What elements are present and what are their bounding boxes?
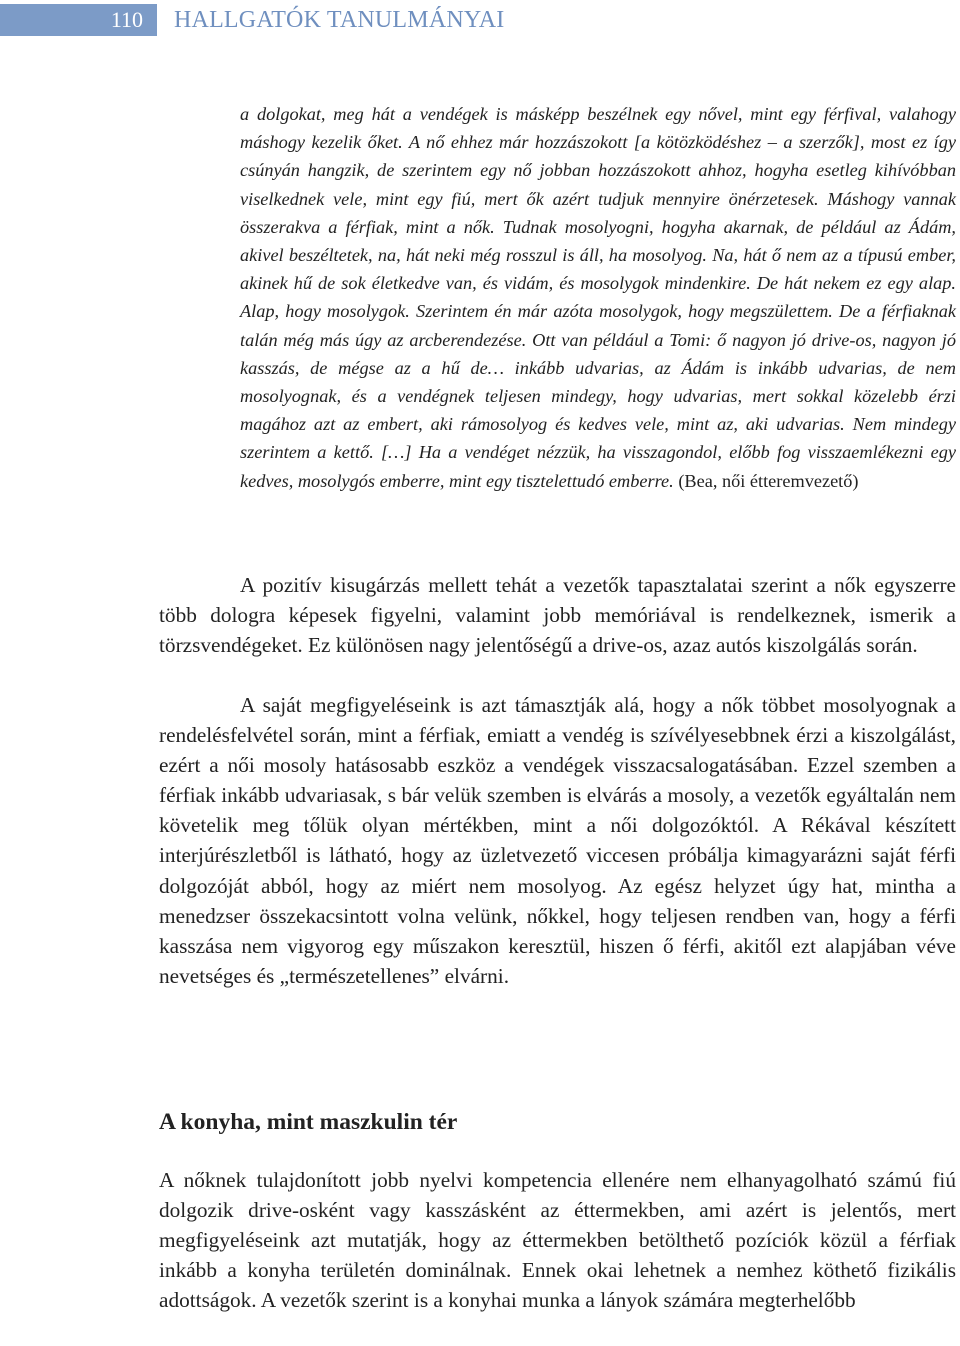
body-paragraph-3: A nőknek tulajdonított jobb nyelvi kompetencia ellenére nem elhanyagolható számú fiú dolgozik drive-osként vagy kasszásként az éttermekben, ami azért is jelentős, mert megfigyeléseink azt mutatják, hogy az éttermekben betölthető pozíciók közül a férfiak inkább a konyha területén dominálnak. Ennek okai lehetnek a nemhez köthető fizikális adottságok. A vezetők szerint is a konyhai munka a lányok számára megterhelőbb: [159, 1168, 956, 1313]
body-paragraph-1: A pozitív kisugárzás mellett tehát a vezetők tapasztalatai szerint a nők egyszerre több dologra képesek figyelni, valamint jobb memóriával is rendelkeznek, ismerik a törzsvendégeket. Ez különösen nagy jelentőségű a drive-os, azaz autós kiszolgálás során.: [159, 573, 956, 658]
interview-quote: [240, 100, 956, 495]
quote-attribution: (Bea, női étteremvezető): [678, 470, 859, 491]
quote-text: a dolgokat, meg hát a vendégek is másképp beszélnek egy nővel, mint egy férfival, valahogy máshogy kezelik őket. A nő ehhez már hozzászokott [a kötözködéshez – a szerzők], most ez így csúnyán hangzik, de szerintem egy nő jobban hozzászokott ahhoz, hogyha esetleg kihívóbban viselkednek vele, mint egy fiú, mert ők azért tudjuk mennyire önérzetesek. Máshogy vannak összerakva a férfiak, mint a nők. Tudnak mosolyogni, hogyha akarnak, de például az Ádám, akivel beszéltetek, na, hát neki még rosszul is áll, ha mosolyog. Na, hát ő nem az a típusú ember, akinek hű de sok életkedve van, és vidám, és mosolygok mindenkire. De hát nekem ez egy alap. Alap, hogy mosolygok. Szerintem én már azóta mosolygok, hogy megszülettem. De a férfiaknak talán még más úgy az arcberendezése. Ott van például a Tomi: ő nagyon jó drive-os, nagyon jó kasszás, de mégse az a hű de… inkább udvarias, az Ádám is inkább udvarias, de nem mosolyognak, és a vendégnek teljesen mindegy, hogy udvarias, mert sokkal közelebb érzi magához azt az embert, aki rámosolyog és kedves vele, mint az, aki udvarias. Nem mindegy szerintem a kettő. […] Ha a vendéget nézzük, ha visszagondol, előbb fog visszaemlékezni egy kedves, mosolygós emberre, mint egy tisztelettudó emberre.: [240, 104, 956, 491]
section-heading: A konyha, mint maszkulin tér: [159, 1109, 458, 1135]
page-header: [0, 0, 960, 40]
body-paragraph-2: A saját megfigyeléseink is azt támasztják alá, hogy a nők többet mosolyognak a rendelésfelvétel során, mint a férfiak, emiatt a vendég is szívélyesebbnek érzi a kiszolgálást, ezért a női mosoly hatásosabb eszköz a vendégek visszacsalogatásában. Ezzel szemben a férfiak inkább udvariasak, s bár velük szemben is elvárás a mosoly, a vezetők egyáltalán nem követelik meg tőlük olyan mértékben, mint a női dolgozóktól. A Rékával készített interjúrészletből is látható, hogy az üzletvezető viccesen próbálja kimagyarázni saját férfi dolgozóját abból, hogy az miért nem mosolyog. Az egész helyzet úgy hat, mintha a menedzser összekacsintott volna velünk, nőkkel, hogy teljesen rendben van, hogy a férfi kasszása nem vigyorog egy műszakon keresztül, hiszen ő férfi, akitől ezt alapjában véve nevetséges és „természetellenes” elvárni.: [159, 693, 956, 988]
running-title: HALLGATÓK TANULMÁNYAI: [174, 7, 505, 33]
page-number: 110: [0, 4, 157, 36]
